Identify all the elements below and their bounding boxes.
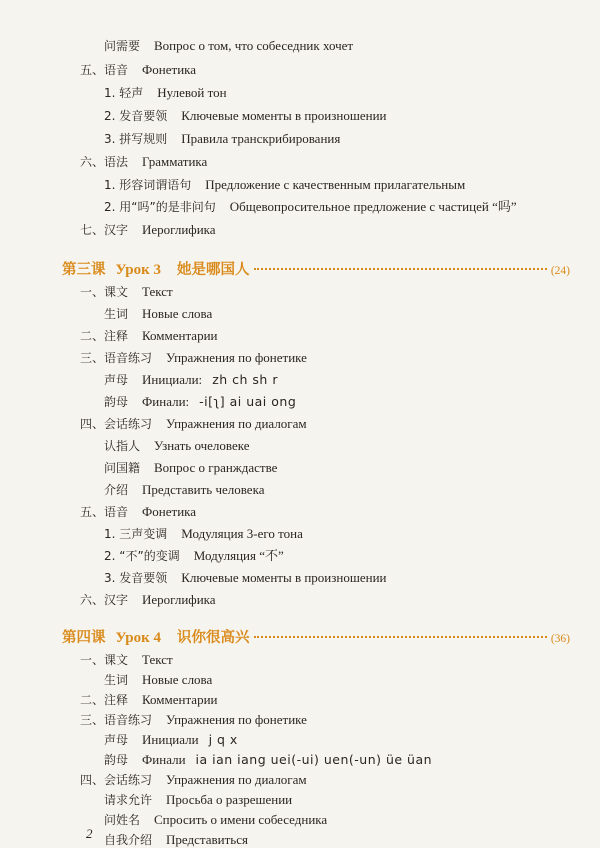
toc-entry	[104, 672, 212, 688]
toc-entry	[104, 394, 296, 410]
toc-entry	[104, 792, 292, 808]
toc-entry	[104, 548, 284, 564]
toc-section	[80, 692, 218, 708]
toc-entry-cn: 三、语音练习	[80, 351, 153, 365]
lesson-3-title: 她是哪国人	[177, 262, 250, 278]
toc-entry-ru: Модуляция “不”	[193, 548, 284, 563]
toc-entry-ru: Финали	[142, 752, 186, 767]
toc-entry-cn: 问国籍	[104, 461, 141, 475]
toc-entry	[104, 438, 250, 454]
toc-entry-cn: 二、注释	[80, 693, 129, 707]
toc-entry	[104, 832, 248, 848]
toc-entry-cn: 五、语音	[80, 63, 129, 77]
dot-leader	[254, 636, 547, 638]
toc-entry-cn: 一、课文	[80, 653, 129, 667]
toc-entry	[104, 372, 278, 388]
toc-entry-ru: Вопрос о том, что собеседник хочет	[154, 38, 354, 53]
toc-entry-ru: Инициали	[142, 732, 199, 747]
toc-entry-ru: Просьба о разрешении	[166, 792, 293, 807]
toc-entry-cn: 认指人	[104, 439, 141, 453]
toc-entry-ru: Грамматика	[142, 154, 208, 169]
pinyin-list: -i[ʅ] ai uai ong	[199, 394, 297, 409]
toc-entry	[104, 85, 227, 101]
lesson-4-cn: 第四课	[62, 630, 106, 646]
toc-entry-cn: 韵母	[104, 395, 129, 409]
toc-entry-cn: 七、汉字	[80, 223, 129, 237]
toc-entry-cn: 1. 轻声	[104, 86, 144, 100]
toc-entry-cn: 问姓名	[104, 813, 141, 827]
toc-entry-cn: 四、会话练习	[80, 773, 153, 787]
toc-entry	[104, 108, 387, 124]
toc-section	[80, 350, 307, 366]
toc-entry	[104, 306, 212, 322]
toc-entry-ru: Новые слова	[142, 306, 213, 321]
toc-entry-ru: Фонетика	[142, 504, 197, 519]
toc-section	[80, 712, 307, 728]
toc-entry	[104, 752, 432, 768]
toc-entry-cn: 2. 用“吗”的是非问句	[104, 200, 216, 214]
lesson-3-cn: 第三课	[62, 262, 106, 278]
toc-section	[80, 62, 196, 78]
toc-entry-ru: Вопрос о гранждастве	[154, 460, 278, 475]
toc-entry-ru: Представиться	[166, 832, 248, 847]
dot-leader	[254, 268, 547, 270]
toc-entry-ru: Модуляция 3-его тона	[181, 526, 303, 541]
toc-entry	[104, 526, 303, 542]
lesson-4-page: (36)	[550, 633, 570, 645]
toc-entry	[104, 199, 517, 215]
toc-entry-cn: 五、语音	[80, 505, 129, 519]
toc-entry-cn: 六、语法	[80, 155, 129, 169]
lesson-4-heading[interactable]	[62, 626, 570, 646]
toc-entry-ru: Упражнения по фонетике	[166, 712, 307, 727]
toc-entry-ru: Ключевые моменты в произношении	[181, 570, 387, 585]
toc-entry-ru: Иероглифика	[142, 592, 216, 607]
toc-entry-cn: 2. 发音要领	[104, 109, 168, 123]
toc-entry-cn: 2. “不”的变调	[104, 549, 180, 563]
toc-entry-ru: Фонетика	[142, 62, 197, 77]
lesson-3-page: (24)	[550, 265, 570, 277]
toc-section	[80, 222, 216, 238]
toc-entry-ru: Комментарии	[142, 328, 218, 343]
toc-entry	[104, 812, 327, 828]
toc-entry-ru: Ключевые моменты в произношении	[181, 108, 387, 123]
toc-entry-ru: Упражнения по диалогам	[166, 416, 307, 431]
toc-entry-cn: 四、会话练习	[80, 417, 153, 431]
toc-entry	[104, 482, 264, 498]
toc-entry-cn: 请求允许	[104, 793, 153, 807]
toc-entry-cn: 3. 拼写规则	[104, 132, 168, 146]
toc-entry-ru: Инициали:	[142, 372, 203, 387]
toc-entry-cn: 生词	[104, 307, 129, 321]
toc-entry-cn: 1. 形容词谓语句	[104, 178, 192, 192]
toc-entry-cn: 自我介绍	[104, 833, 153, 847]
pinyin-list: j q x	[208, 732, 238, 747]
toc-entry-ru: Спросить о имени собеседника	[154, 812, 328, 827]
toc-section	[80, 284, 173, 300]
lesson-3-ru: Урок 3	[115, 262, 162, 278]
toc-section	[80, 504, 196, 520]
toc-entry	[104, 131, 340, 147]
pinyin-list: ia ian iang uei(-ui) uen(-un) üe üan	[195, 752, 433, 767]
toc-entry-cn: 六、汉字	[80, 593, 129, 607]
toc-entry-cn: 介绍	[104, 483, 129, 497]
toc-entry-cn: 一、课文	[80, 285, 129, 299]
toc-section	[80, 772, 307, 788]
toc-entry	[104, 38, 353, 54]
toc-section	[80, 154, 207, 170]
lesson-4-title: 识你很高兴	[177, 630, 250, 646]
toc-entry-ru: Правила транскрибирования	[181, 131, 341, 146]
toc-entry	[104, 460, 277, 476]
toc-section	[80, 416, 307, 432]
lesson-3-heading[interactable]	[62, 258, 570, 278]
toc-entry-ru: Текст	[142, 284, 173, 299]
toc-entry-cn: 声母	[104, 373, 129, 387]
toc-entry	[104, 177, 465, 193]
toc-entry-ru: Предложение с качественным прилагательным	[205, 177, 466, 192]
toc-entry-cn: 声母	[104, 733, 129, 747]
toc-entry-cn: 生词	[104, 673, 129, 687]
toc-entry-ru: Иероглифика	[142, 222, 216, 237]
toc-entry-ru: Узнать очеловеке	[154, 438, 250, 453]
toc-entry-ru: Общевопросительное предложение с частицей “吗”	[229, 199, 517, 214]
toc-entry-ru: Представить человека	[142, 482, 265, 497]
toc-entry-cn: 1. 三声变调	[104, 527, 168, 541]
toc-entry-cn: 韵母	[104, 753, 129, 767]
pinyin-list: zh ch sh r	[212, 372, 278, 387]
toc-section	[80, 328, 218, 344]
page-number: 2	[86, 826, 93, 841]
toc-entry	[104, 732, 238, 748]
toc-entry-ru: Текст	[142, 652, 173, 667]
toc-entry-ru: Новые слова	[142, 672, 213, 687]
toc-entry-ru: Финали:	[142, 394, 190, 409]
toc-entry-ru: Упражнения по диалогам	[166, 772, 307, 787]
toc-section	[80, 592, 216, 608]
toc-entry-cn: 二、注释	[80, 329, 129, 343]
toc-entry-ru: Нулевой тон	[157, 85, 227, 100]
lesson-4-ru: Урок 4	[115, 630, 162, 646]
toc-entry-ru: Упражнения по фонетике	[166, 350, 307, 365]
toc-entry-cn: 三、语音练习	[80, 713, 153, 727]
toc-entry-cn: 3. 发音要领	[104, 571, 168, 585]
toc-entry-ru: Комментарии	[142, 692, 218, 707]
toc-entry	[104, 570, 387, 586]
toc-entry-cn: 问需要	[104, 39, 141, 53]
toc-section	[80, 652, 173, 668]
